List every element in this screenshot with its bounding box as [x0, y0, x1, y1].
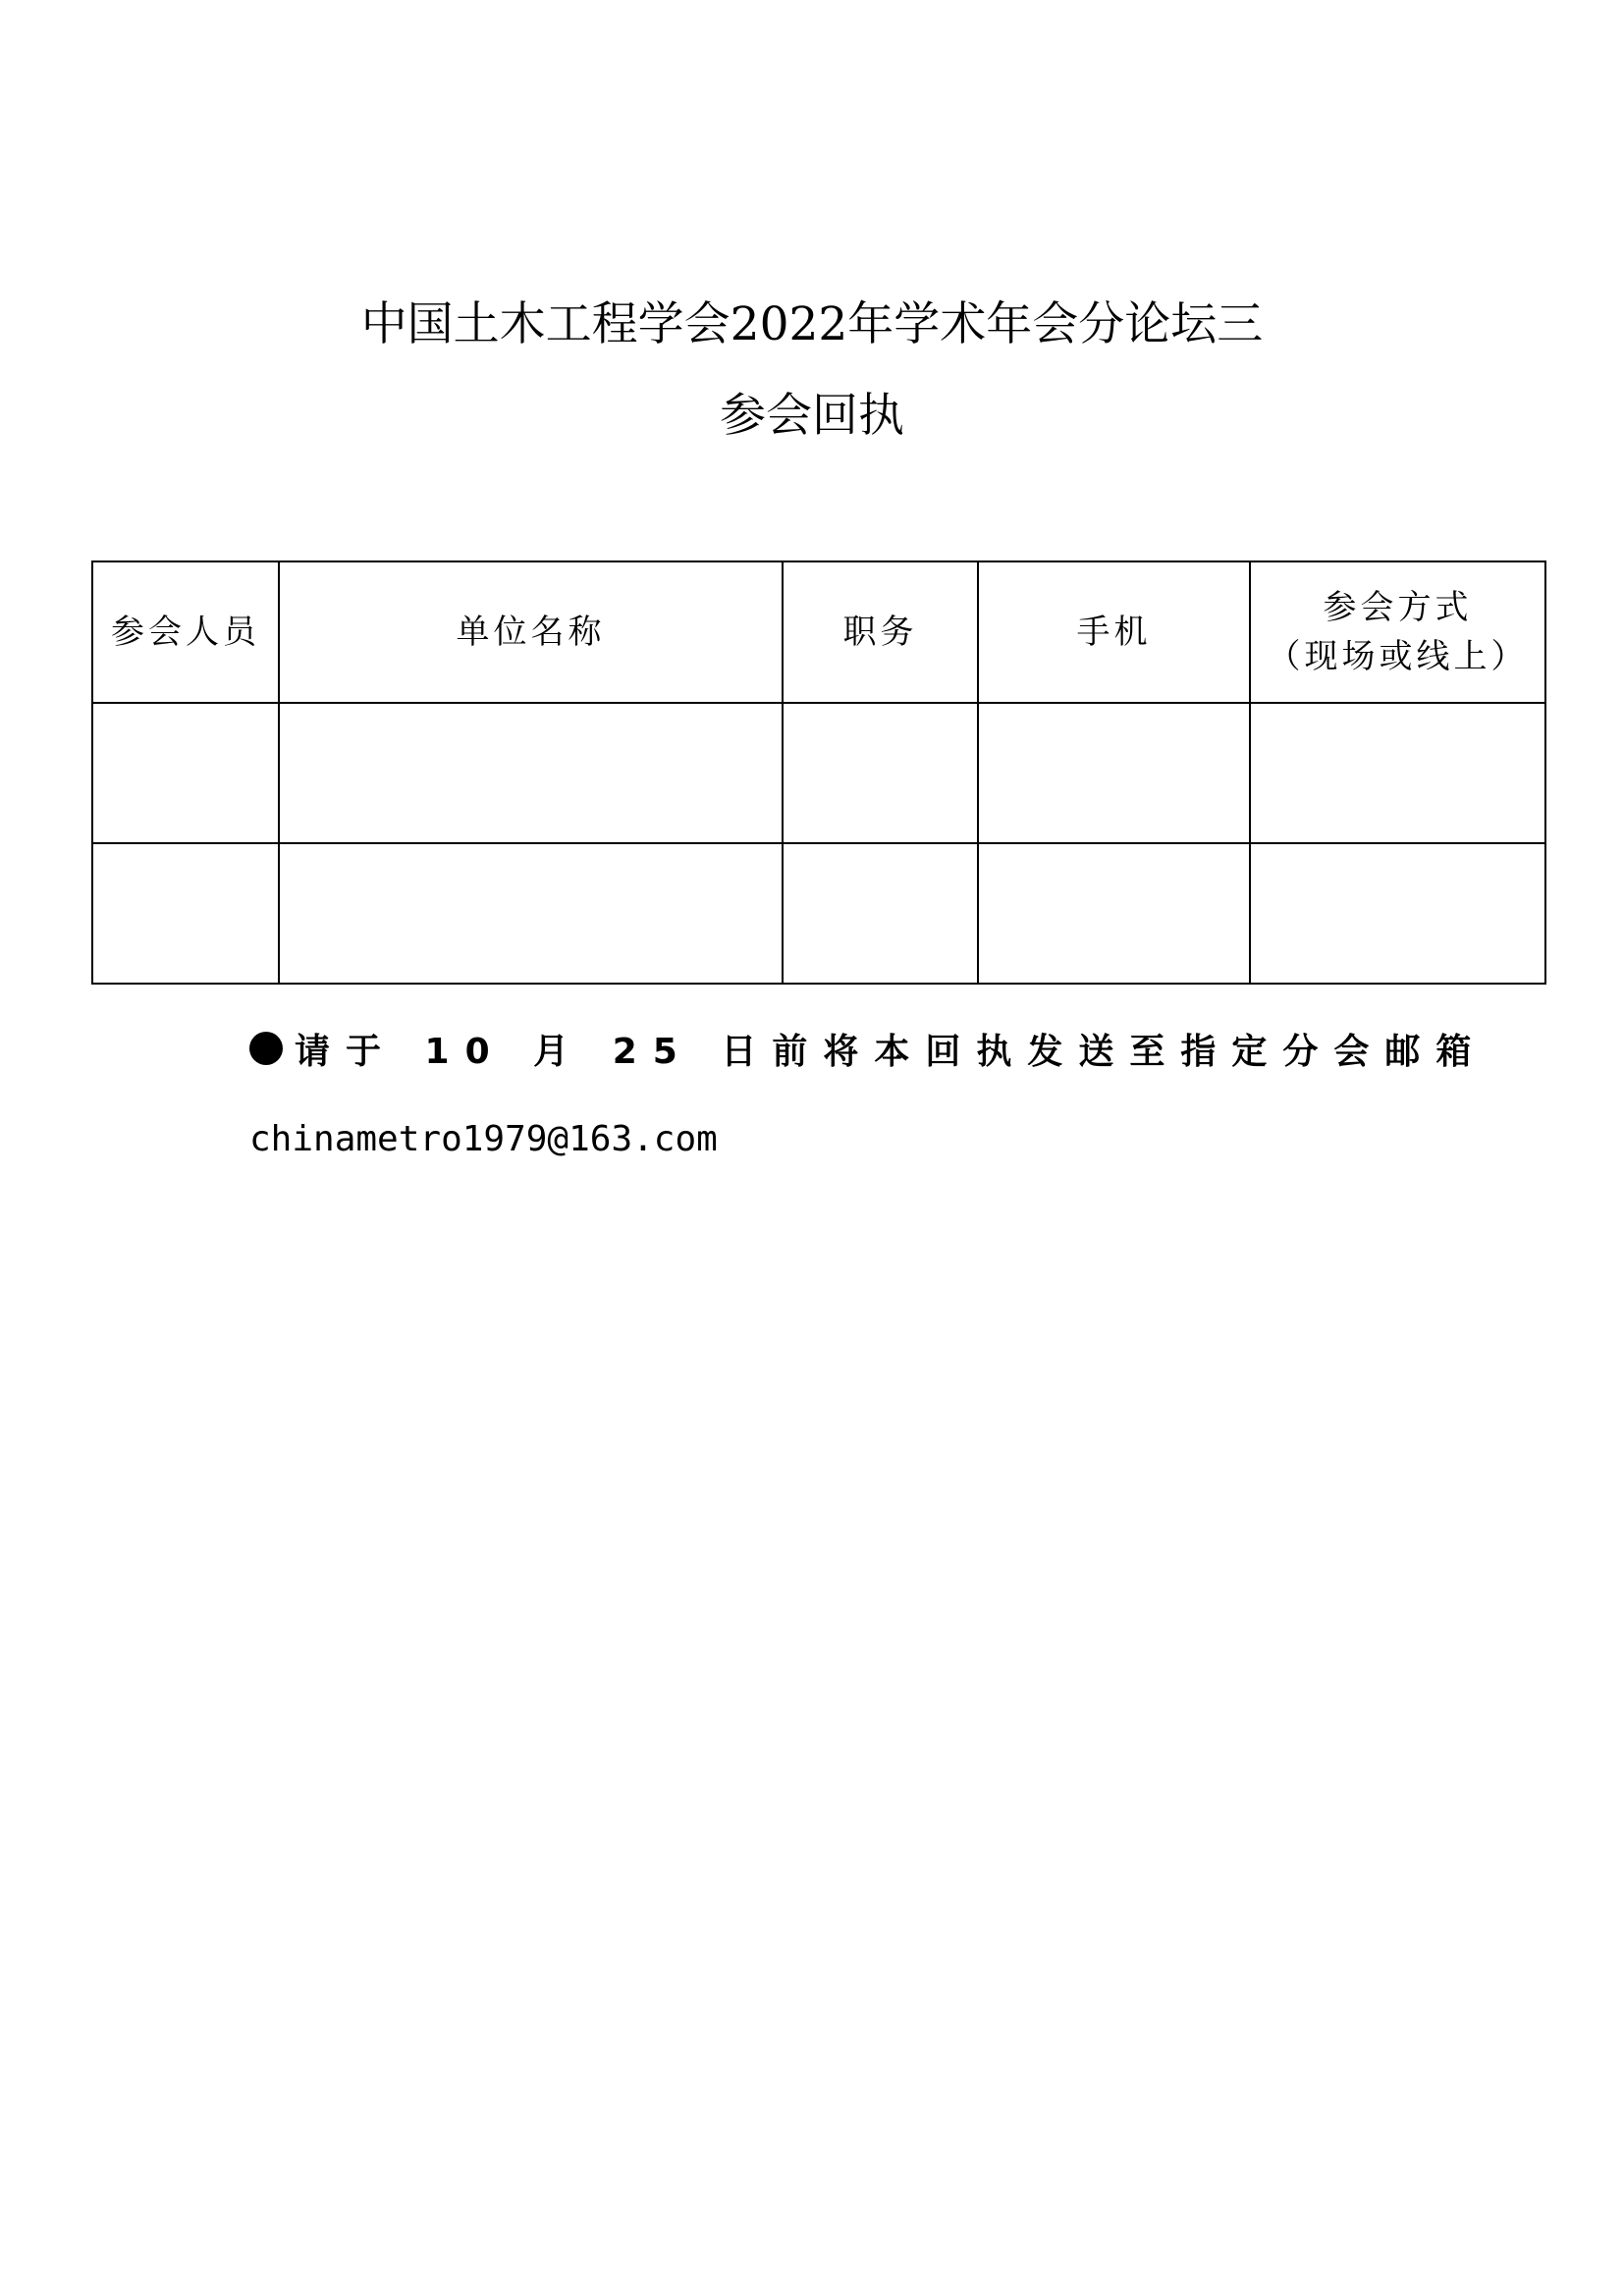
cell-mobile[interactable]	[978, 703, 1250, 843]
cell-attendance-mode[interactable]	[1250, 703, 1545, 843]
table-header-row	[92, 561, 1545, 703]
cell-organization[interactable]	[279, 843, 783, 984]
contact-email: chinametro1979@163.com	[249, 1119, 718, 1159]
table-row	[92, 843, 1545, 984]
registration-table	[91, 561, 1546, 985]
header-organization: 单位名称	[279, 561, 783, 703]
cell-position[interactable]	[783, 843, 978, 984]
bullet-icon	[249, 1032, 283, 1065]
cell-attendee[interactable]	[92, 703, 279, 843]
header-attendance-mode	[1250, 561, 1545, 703]
document-title: 中国土木工程学会2022年学术年会分论坛三	[360, 297, 1264, 351]
header-mobile: 手机	[978, 561, 1250, 703]
cell-organization[interactable]	[279, 703, 783, 843]
header-attendance-mode-line1: 参会方式	[1323, 588, 1473, 627]
cell-attendance-mode[interactable]	[1250, 843, 1545, 984]
cell-mobile[interactable]	[978, 843, 1250, 984]
table-row	[92, 703, 1545, 843]
document-subtitle: 参会回执	[720, 389, 904, 443]
header-attendee: 参会人员	[92, 561, 279, 703]
cell-attendee[interactable]	[92, 843, 279, 984]
header-position: 职务	[783, 561, 978, 703]
submission-notice-text: 请于 10 月 25 日前将本回执发送至指定分会邮箱	[295, 1031, 1488, 1072]
header-attendance-mode-line2: （现场或线上）	[1267, 637, 1529, 676]
submission-notice	[249, 1019, 1487, 1078]
cell-position[interactable]	[783, 703, 978, 843]
